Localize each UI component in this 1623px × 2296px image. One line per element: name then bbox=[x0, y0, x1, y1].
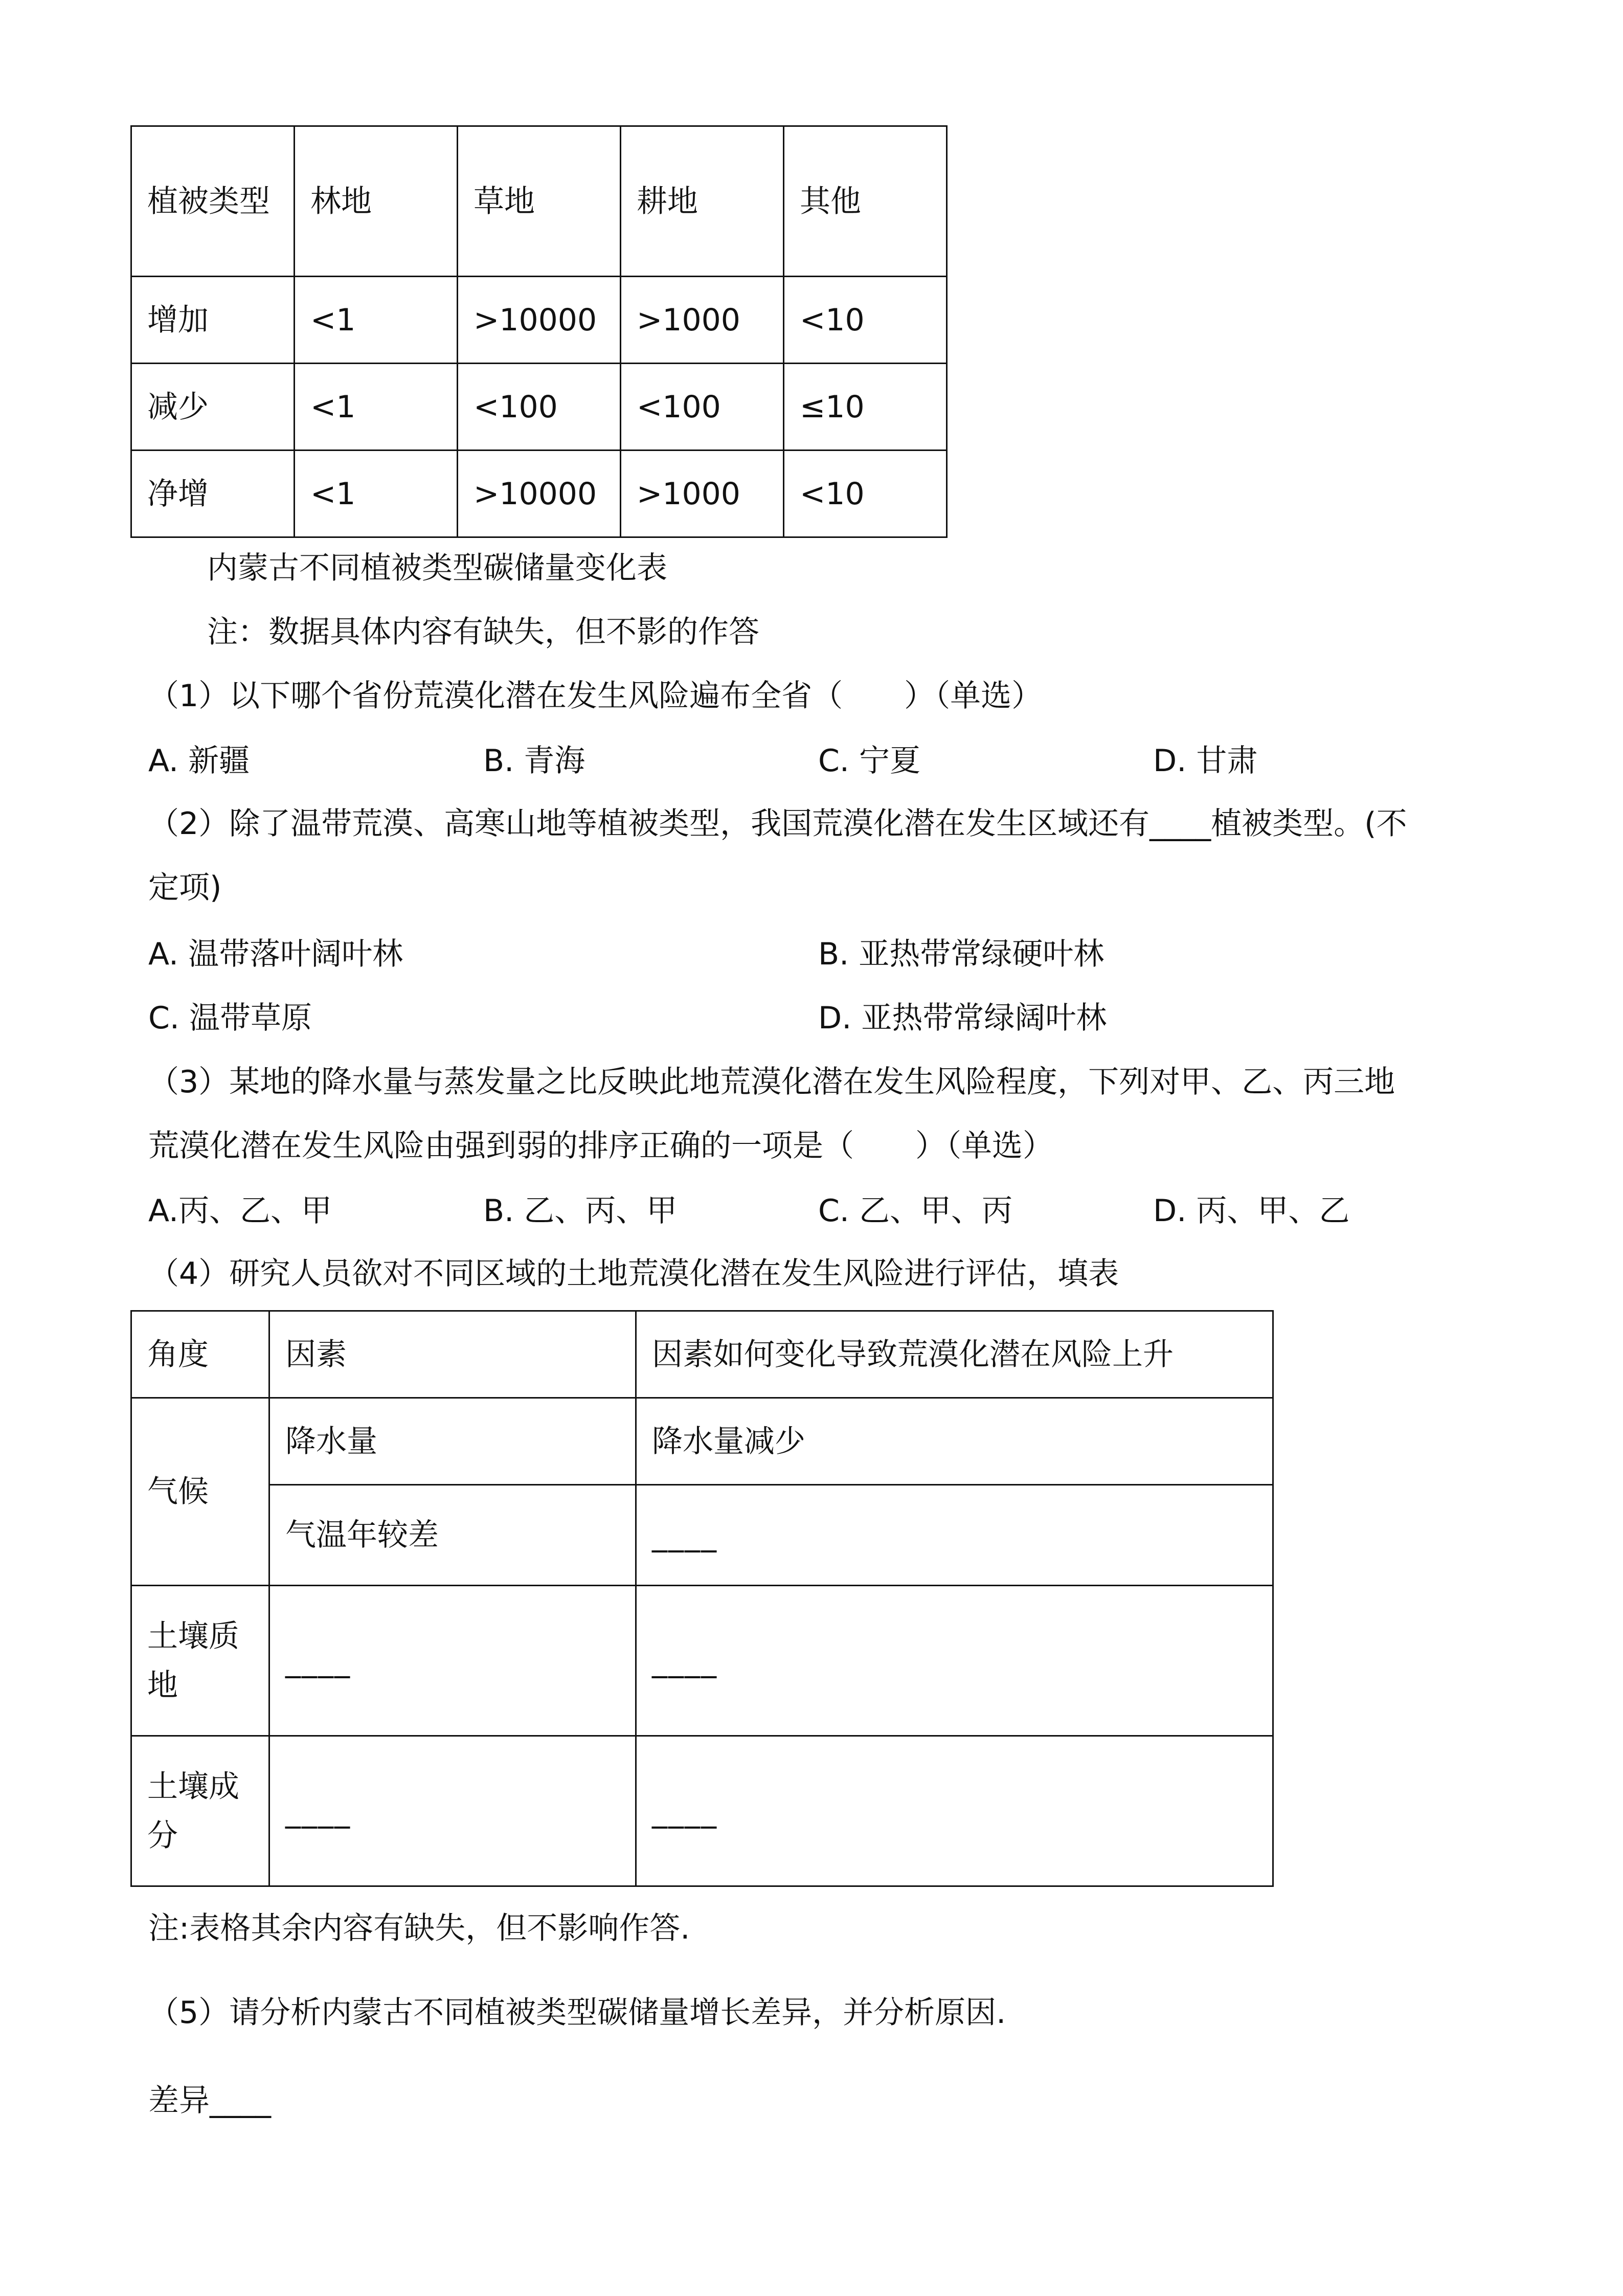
header-cell: 其他 bbox=[784, 126, 947, 277]
table-row bbox=[131, 364, 947, 451]
table-cell: >1000 bbox=[621, 451, 784, 537]
table-cell: <100 bbox=[458, 364, 621, 451]
q3-option-a: A.丙、乙、甲 bbox=[148, 1193, 332, 1229]
question-2-stem: （2）除了温带荒漠、高寒山地等植被类型，我国荒漠化潜在发生区域还有____植被类型。(不 bbox=[148, 806, 1407, 842]
carbon-storage-table bbox=[130, 125, 948, 538]
q2-option-a: A. 温带落叶阔叶林 bbox=[148, 936, 403, 972]
answer-blank-cell[interactable]: ____ bbox=[636, 1736, 1273, 1886]
question-3-stem-cont: 荒漠化潜在发生风险由强到弱的排序正确的一项是（ ）（单选） bbox=[148, 1128, 1053, 1164]
climate-label-cell: 气候 bbox=[131, 1398, 269, 1586]
question-3-stem: （3）某地的降水量与蒸发量之比反映此地荒漠化潜在发生风险程度，下列对甲、乙、丙三地 bbox=[148, 1064, 1395, 1100]
table-row bbox=[131, 451, 947, 537]
q1-option-b: B. 青海 bbox=[483, 743, 585, 779]
table-row bbox=[131, 277, 947, 364]
table-cell: >10000 bbox=[458, 277, 621, 364]
table-note: 注:表格其余内容有缺失，但不影响作答. bbox=[148, 1910, 690, 1946]
table-cell: <1 bbox=[295, 364, 458, 451]
header-cell: 耕地 bbox=[621, 126, 784, 277]
header-cell-vegetation-type: 植被类型 bbox=[131, 126, 295, 277]
table-header-row bbox=[131, 1311, 1273, 1398]
soil-texture-label: 土壤质地 bbox=[147, 1618, 239, 1703]
table-cell: <1 bbox=[295, 277, 458, 364]
header-cell: 草地 bbox=[458, 126, 621, 277]
header-cell: 角度 bbox=[131, 1311, 269, 1398]
table-caption: 内蒙古不同植被类型碳储量变化表 bbox=[207, 550, 667, 586]
table-cell bbox=[131, 1736, 269, 1886]
q1-option-a: A. 新疆 bbox=[148, 743, 250, 779]
table-row bbox=[131, 1485, 1273, 1586]
question-5-stem: （5）请分析内蒙古不同植被类型碳储量增长差异，并分析原因. bbox=[148, 1995, 1006, 2031]
table-cell: 降水量减少 bbox=[636, 1398, 1273, 1485]
q2-option-d: D. 亚热带常绿阔叶林 bbox=[818, 1000, 1107, 1036]
table-cell: <100 bbox=[621, 364, 784, 451]
table-row bbox=[131, 1398, 1273, 1485]
question-1-stem: （1）以下哪个省份荒漠化潜在发生风险遍布全省（ ）（单选） bbox=[148, 678, 1043, 714]
table-cell: <10 bbox=[784, 451, 947, 537]
table-cell: 净增 bbox=[131, 451, 295, 537]
header-cell: 因素 bbox=[269, 1311, 636, 1398]
table-cell: 增加 bbox=[131, 277, 295, 364]
answer-blank-cell[interactable]: ____ bbox=[269, 1736, 636, 1886]
answer-label-difference[interactable]: 差异____ bbox=[148, 2083, 271, 2119]
table-cell: 减少 bbox=[131, 364, 295, 451]
q3-option-b: B. 乙、丙、甲 bbox=[483, 1193, 678, 1229]
table-cell: <10 bbox=[784, 277, 947, 364]
header-cell: 因素如何变化导致荒漠化潜在风险上升 bbox=[636, 1311, 1273, 1398]
table-row bbox=[131, 1736, 1273, 1886]
q3-option-d: D. 丙、甲、乙 bbox=[1153, 1193, 1350, 1229]
table-cell: 降水量 bbox=[269, 1398, 636, 1485]
table-cell: ≤10 bbox=[784, 364, 947, 451]
table-cell: >1000 bbox=[621, 277, 784, 364]
q2-option-c: C. 温带草原 bbox=[148, 1000, 312, 1036]
table-cell: >10000 bbox=[458, 451, 621, 537]
q2-option-b: B. 亚热带常绿硬叶林 bbox=[818, 936, 1104, 972]
table-row bbox=[131, 1586, 1273, 1736]
q1-option-d: D. 甘肃 bbox=[1153, 743, 1258, 779]
table-cell: 气温年较差 bbox=[269, 1485, 636, 1586]
table-header-row bbox=[131, 126, 947, 277]
table-note: 注：数据具体内容有缺失，但不影的作答 bbox=[207, 614, 759, 650]
answer-blank-cell[interactable]: ____ bbox=[269, 1586, 636, 1736]
header-cell: 林地 bbox=[295, 126, 458, 277]
question-2-stem-cont: 定项) bbox=[148, 870, 222, 906]
answer-blank-cell[interactable]: ____ bbox=[636, 1586, 1273, 1736]
q1-option-c: C. 宁夏 bbox=[818, 743, 921, 779]
answer-blank-cell[interactable]: ____ bbox=[636, 1485, 1273, 1586]
table-cell: <1 bbox=[295, 451, 458, 537]
risk-assessment-table bbox=[130, 1310, 1274, 1887]
table-cell bbox=[131, 1586, 269, 1736]
soil-composition-label: 土壤成分 bbox=[147, 1768, 239, 1854]
question-4-stem: （4）研究人员欲对不同区域的土地荒漠化潜在发生风险进行评估，填表 bbox=[148, 1256, 1119, 1292]
q3-option-c: C. 乙、甲、丙 bbox=[818, 1193, 1013, 1229]
